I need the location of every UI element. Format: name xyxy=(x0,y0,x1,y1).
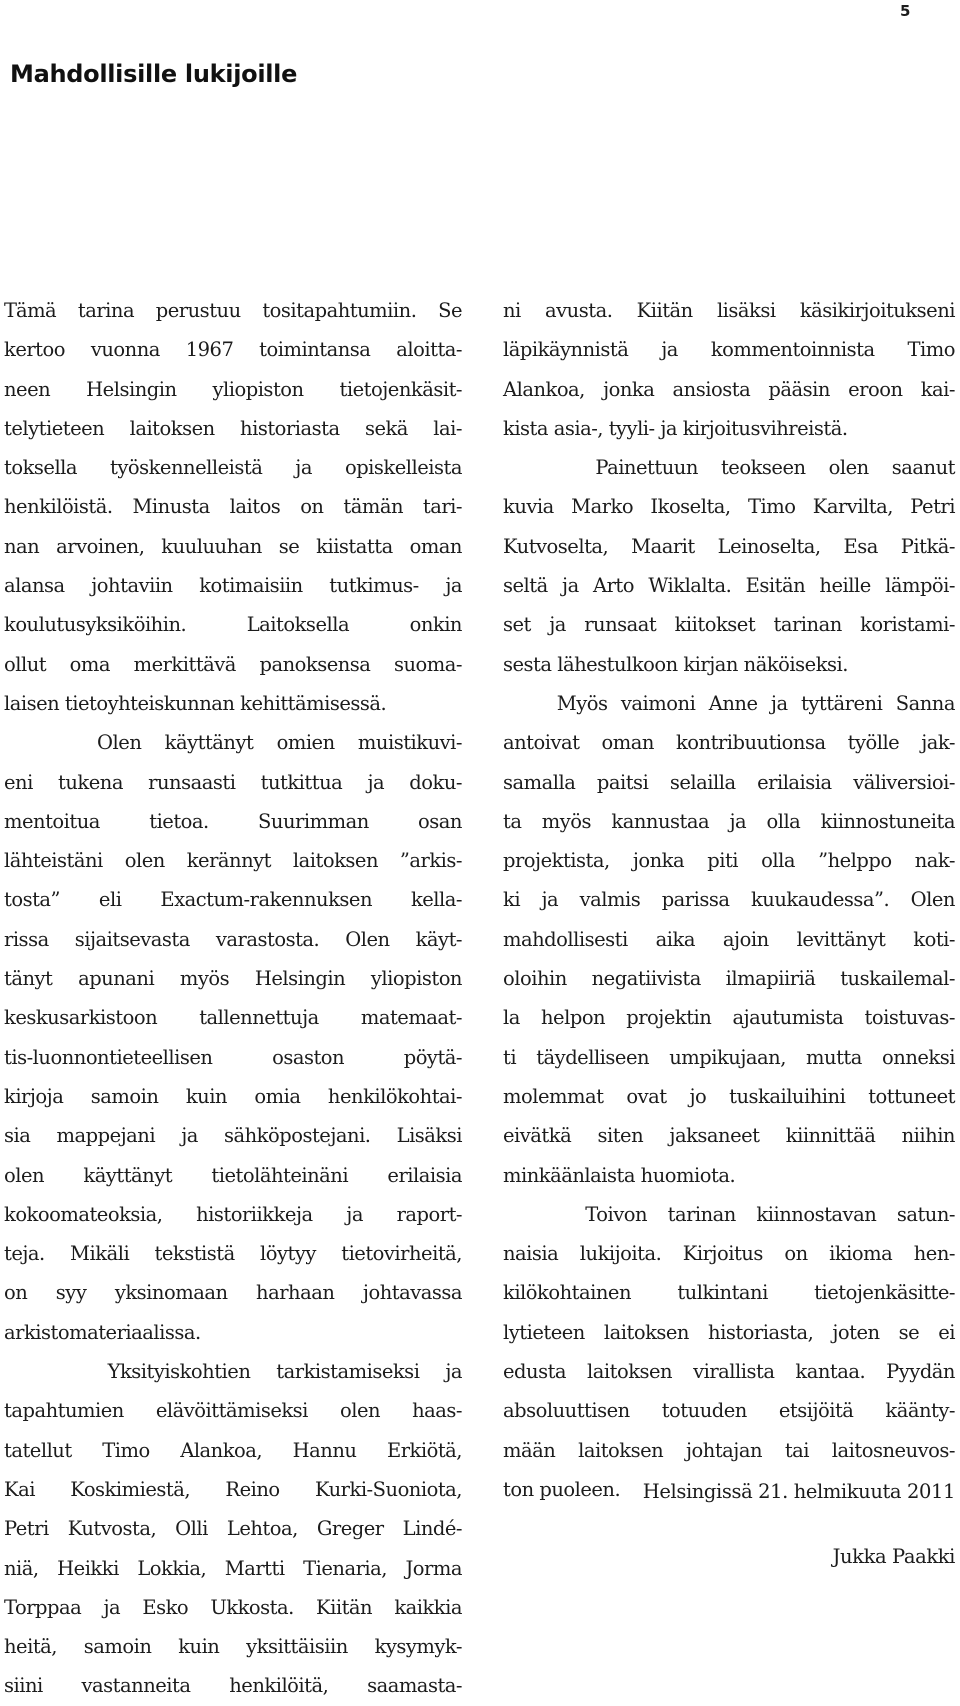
text-line: ta myös kannustaa ja olla kiinnostuneita xyxy=(503,809,955,833)
text-line: projektista, jonka piti olla ”helppo nak- xyxy=(503,849,955,873)
text-line: kuvia Marko Ikoselta, Timo Karvilta, Petri xyxy=(503,495,955,519)
text-line: eivätkä siten jaksaneet kiinnittää niihin xyxy=(503,1124,955,1148)
text-line: antoivat oman kontribuutionsa työlle jak- xyxy=(503,731,955,755)
text-line: kista asia-, tyyli- ja kirjoitusvihreistä. xyxy=(503,416,848,440)
signature-place-date: Helsingissä 21. helmikuuta 2011 xyxy=(642,1480,955,1503)
signature-author: Jukka Paakki xyxy=(832,1545,955,1568)
text-line: naisia lukijoita. Kirjoitus on ikioma hen- xyxy=(503,1242,955,1266)
right-text-column xyxy=(503,291,955,1509)
text-line: Olen käyttänyt omien muistikuvi- xyxy=(4,731,462,755)
text-line: Kutvoselta, Maarit Leinoselta, Esa Pitkä- xyxy=(503,534,955,558)
text-line: nan arvoinen, kuuluuhan se kiistatta oman xyxy=(4,534,462,558)
text-line: Kai Koskimiestä, Reino Kurki-Suoniota, xyxy=(4,1477,462,1501)
text-line: niä, Heikki Lokkia, Martti Tienaria, Jorma xyxy=(4,1556,462,1580)
text-line: telytieteen laitoksen historiasta sekä lai- xyxy=(4,416,462,440)
text-line: keskusarkistoon tallennettuja matemaat- xyxy=(4,1006,462,1030)
text-line: tapahtumien elävöittämiseksi olen haas- xyxy=(4,1399,462,1423)
text-line: ki ja valmis parissa kuukaudessa”. Olen xyxy=(503,888,955,912)
text-line: rissa sijaitsevasta varastosta. Olen käyt- xyxy=(4,927,462,951)
page-title: Mahdollisille lukijoille xyxy=(10,60,298,88)
text-line: laisen tietoyhteiskunnan kehittämisessä. xyxy=(4,691,387,715)
text-line: mahdollisesti aika ajoin levittänyt koti- xyxy=(503,927,955,951)
text-line: tatellut Timo Alankoa, Hannu Erkiötä, xyxy=(4,1438,462,1462)
text-line: Alankoa, jonka ansiosta pääsin eroon kai- xyxy=(503,377,955,401)
text-line: sia mappejani ja sähköpostejani. Lisäksi xyxy=(4,1124,462,1148)
text-line: kirjoja samoin kuin omia henkilökohtai- xyxy=(4,1084,462,1108)
text-line: absoluuttisen totuuden etsijöitä käänty- xyxy=(503,1399,955,1423)
text-line: edusta laitoksen virallista kantaa. Pyydän xyxy=(503,1360,955,1384)
text-line: Tämä tarina perustuu tositapahtumiin. Se xyxy=(4,299,462,322)
text-line: olen käyttänyt tietolähteinäni erilaisia xyxy=(4,1163,462,1187)
text-line: tis-luonnontieteellisen osaston pöytä- xyxy=(4,1045,462,1069)
text-line: tänyt apunani myös Helsingin yliopiston xyxy=(4,967,462,991)
text-line: koulutusyksiköihin. Laitoksella onkin xyxy=(4,613,462,637)
text-line: seltä ja Arto Wiklalta. Esitän heille lämpöi- xyxy=(503,574,955,598)
text-line: Toivon tarinan kiinnostavan satun- xyxy=(503,1202,955,1226)
text-line: lytieteen laitoksen historiasta, joten se ei xyxy=(503,1320,955,1344)
text-line: eni tukena runsaasti tutkittua ja doku- xyxy=(4,770,462,794)
text-line: Painettuun teokseen olen saanut xyxy=(503,456,955,480)
text-line: toksella työskennelleistä ja opiskelleista xyxy=(4,456,462,480)
text-line: siini vastanneita henkilöitä, saamasta- xyxy=(4,1674,462,1698)
text-line: samalla paitsi selailla erilaisia väliversioi- xyxy=(503,770,955,794)
text-line: la helpon projektin ajautumista toistuvas- xyxy=(503,1006,955,1030)
text-line: mään laitoksen johtajan tai laitosneuvos- xyxy=(503,1438,955,1462)
text-line: ton puoleen. xyxy=(503,1477,621,1501)
text-line: ni avusta. Kiitän lisäksi käsikirjoitukseni xyxy=(503,299,955,322)
text-line: lähteistäni olen kerännyt laitoksen ”arkis- xyxy=(4,849,462,873)
text-line: minkäänlaista huomiota. xyxy=(503,1163,736,1187)
text-line: tosta” eli Exactum-rakennuksen kella- xyxy=(4,888,462,912)
text-line: Petri Kutvosta, Olli Lehtoa, Greger Lindé- xyxy=(4,1517,462,1541)
text-line: oloihin negatiivista ilmapiiriä tuskailemal- xyxy=(503,967,955,991)
page-number: 5 xyxy=(900,2,911,20)
text-line: kertoo vuonna 1967 toimintansa aloitta- xyxy=(4,338,462,362)
text-line: ti täydelliseen umpikujaan, mutta onneksi xyxy=(503,1045,955,1069)
text-line: mentoitua tietoa. Suurimman osan xyxy=(4,809,462,833)
text-line: molemmat ovat jo tuskailuihini tottuneet xyxy=(503,1084,955,1108)
text-line: läpikäynnistä ja kommentoinnista Timo xyxy=(503,338,955,362)
text-line: Yksityiskohtien tarkistamiseksi ja xyxy=(4,1360,462,1384)
text-line: Myös vaimoni Anne ja tyttäreni Sanna xyxy=(503,691,955,715)
text-line: Torppaa ja Esko Ukkosta. Kiitän kaikkia xyxy=(4,1595,462,1619)
text-line: kokoomateoksia, historiikkeja ja raport- xyxy=(4,1202,462,1226)
left-text-column xyxy=(4,291,462,1706)
text-line: alansa johtaviin kotimaisiin tutkimus- ja xyxy=(4,574,462,598)
text-line: heitä, samoin kuin yksittäisiin kysymyk- xyxy=(4,1635,462,1659)
text-line: henkilöistä. Minusta laitos on tämän tari- xyxy=(4,495,462,519)
text-line: on syy yksinomaan harhaan johtavassa xyxy=(4,1281,462,1305)
text-line: neen Helsingin yliopiston tietojenkäsit- xyxy=(4,377,462,401)
text-line: sesta lähestulkoon kirjan näköiseksi. xyxy=(503,652,848,676)
text-line: ollut oma merkittävä panoksensa suoma- xyxy=(4,652,462,676)
text-line: arkistomateriaalissa. xyxy=(4,1320,201,1344)
text-line: set ja runsaat kiitokset tarinan koristami- xyxy=(503,613,955,637)
text-line: teja. Mikäli tekstistä löytyy tietovirheitä, xyxy=(4,1242,462,1266)
text-line: kilökohtainen tulkintani tietojenkäsitte- xyxy=(503,1281,955,1305)
